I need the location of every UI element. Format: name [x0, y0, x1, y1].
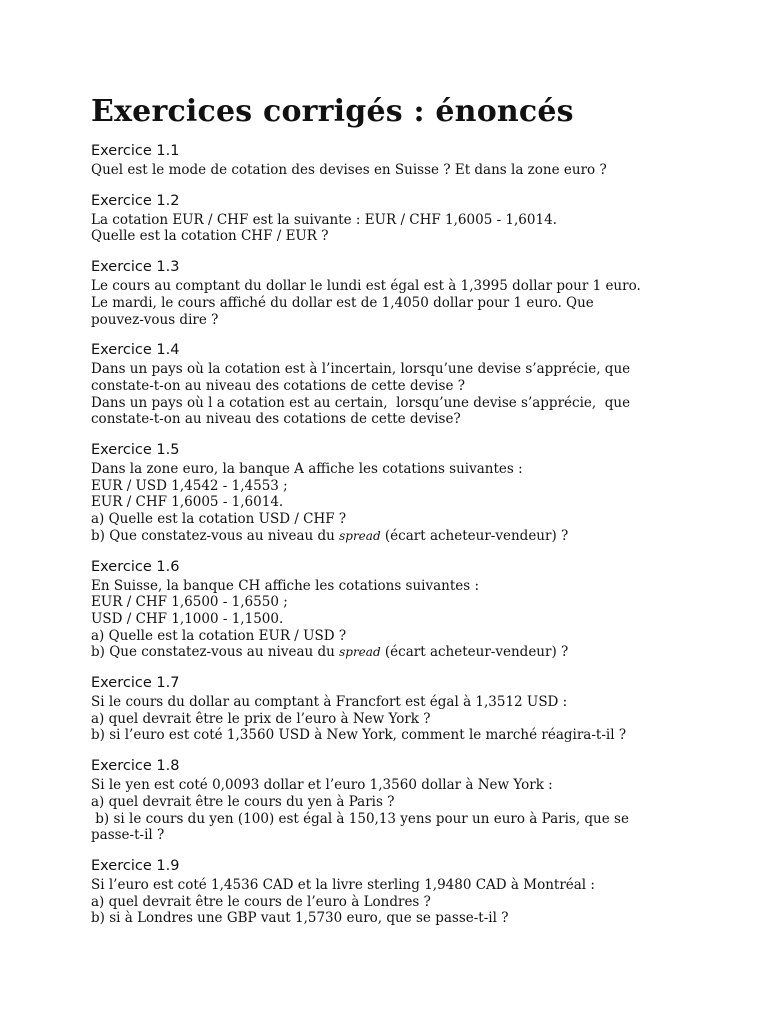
exercise-text-line: constate-t-on au niveau des cotations de cette devise? — [91, 411, 461, 428]
exercise-heading: Exercice 1.2 — [91, 192, 180, 209]
exercise-text-line: a) quel devrait être le cours du yen à Paris ? — [91, 793, 395, 810]
exercise-text-line: En Suisse, la banque CH affiche les cotations suivantes : — [91, 577, 480, 594]
exercise-text-line: pouvez-vous dire ? — [91, 311, 219, 328]
spread-line-after: (écart acheteur-vendeur) ? — [380, 644, 569, 661]
exercise-spread-line — [91, 644, 711, 661]
exercise-text-line: La cotation EUR / CHF est la suivante : EUR / CHF 1,6005 - 1,6014. — [91, 211, 557, 228]
exercise-text-line: Le cours au comptant du dollar le lundi est égal est à 1,3995 dollar pour 1 euro. — [91, 278, 641, 295]
spread-term: spread — [339, 528, 381, 543]
spread-term: spread — [339, 645, 381, 660]
exercise-text-line: Dans un pays où la cotation est à l’incertain, lorsqu’une devise s’apprécie, que — [91, 361, 631, 378]
exercise-text-line: Si le cours du dollar au comptant à Francfort est égal à 1,3512 USD : — [91, 694, 568, 711]
exercise-text-line: Dans un pays où l a cotation est au certain, lorsqu’une devise s’apprécie, que — [91, 394, 631, 411]
exercise-text-line: EUR / USD 1,4542 - 1,4553 ; — [91, 477, 288, 494]
exercise-text-line: EUR / CHF 1,6005 - 1,6014. — [91, 494, 284, 511]
exercise-text-line: constate-t-on au niveau des cotations de cette devise ? — [91, 377, 465, 394]
exercise-1-3 — [91, 258, 711, 328]
exercise-heading: Exercice 1.8 — [91, 758, 180, 775]
exercise-text-line: Quel est le mode de cotation des devises en Suisse ? Et dans la zone euro ? — [91, 162, 607, 178]
spread-line-after: (écart acheteur-vendeur) ? — [380, 527, 569, 544]
exercise-text-line: Quelle est la cotation CHF / EUR ? — [91, 228, 329, 245]
spread-line-before: b) Que constatez-vous au niveau du — [91, 527, 340, 544]
exercise-text-line: Si l’euro est coté 1,4536 CAD et la livre sterling 1,9480 CAD à Montréal : — [91, 876, 595, 893]
exercise-heading: Exercice 1.3 — [91, 259, 180, 276]
exercise-text-line: EUR / CHF 1,6500 - 1,6550 ; — [91, 594, 288, 611]
exercise-1-5 — [91, 441, 711, 545]
exercise-1-9 — [91, 857, 711, 927]
exercise-1-4 — [91, 341, 711, 428]
exercise-text-line: a) quel devrait être le prix de l’euro à New York ? — [91, 710, 431, 727]
exercise-1-6 — [91, 558, 711, 662]
exercise-1-8 — [91, 757, 711, 844]
exercise-text-line: b) si le cours du yen (100) est égal à 150,13 yens pour un euro à Paris, que se — [91, 810, 629, 827]
spread-line-before: b) Que constatez-vous au niveau du — [91, 644, 340, 661]
exercise-text-line: USD / CHF 1,1000 - 1,1500. — [91, 610, 284, 627]
exercise-text-line: b) si l’euro est coté 1,3560 USD à New York, comment le marché réagira-t-il ? — [91, 727, 627, 744]
exercise-text-line: Dans la zone euro, la banque A affiche les cotations suivantes : — [91, 461, 523, 478]
exercise-1-2 — [91, 192, 711, 245]
exercise-heading: Exercice 1.9 — [91, 857, 180, 874]
exercise-text-line: Si le yen est coté 0,0093 dollar et l’euro 1,3560 dollar à New York : — [91, 777, 553, 794]
exercise-heading: Exercice 1.4 — [91, 342, 180, 359]
exercise-text-line: Le mardi, le cours affiché du dollar est de 1,4050 dollar pour 1 euro. Que — [91, 294, 594, 311]
exercise-text-line: a) quel devrait être le cours de l’euro à Londres ? — [91, 893, 431, 910]
exercise-heading: Exercice 1.7 — [91, 675, 180, 692]
exercise-1-1 — [91, 142, 711, 179]
exercise-heading: Exercice 1.1 — [91, 143, 180, 159]
exercise-text-line: passe-t-il ? — [91, 827, 165, 844]
exercise-text-line: a) Quelle est la cotation EUR / USD ? — [91, 627, 347, 644]
exercise-text-line: a) Quelle est la cotation USD / CHF ? — [91, 511, 347, 528]
exercise-spread-line — [91, 528, 711, 545]
exercise-1-7 — [91, 674, 711, 744]
exercise-heading: Exercice 1.6 — [91, 558, 180, 575]
exercise-heading: Exercice 1.5 — [91, 442, 180, 459]
document-page — [91, 92, 711, 940]
page-title: Exercices corrigés : énoncés — [91, 94, 574, 129]
exercise-text-line: b) si à Londres une GBP vaut 1,5730 euro, que se passe-t-il ? — [91, 910, 509, 927]
